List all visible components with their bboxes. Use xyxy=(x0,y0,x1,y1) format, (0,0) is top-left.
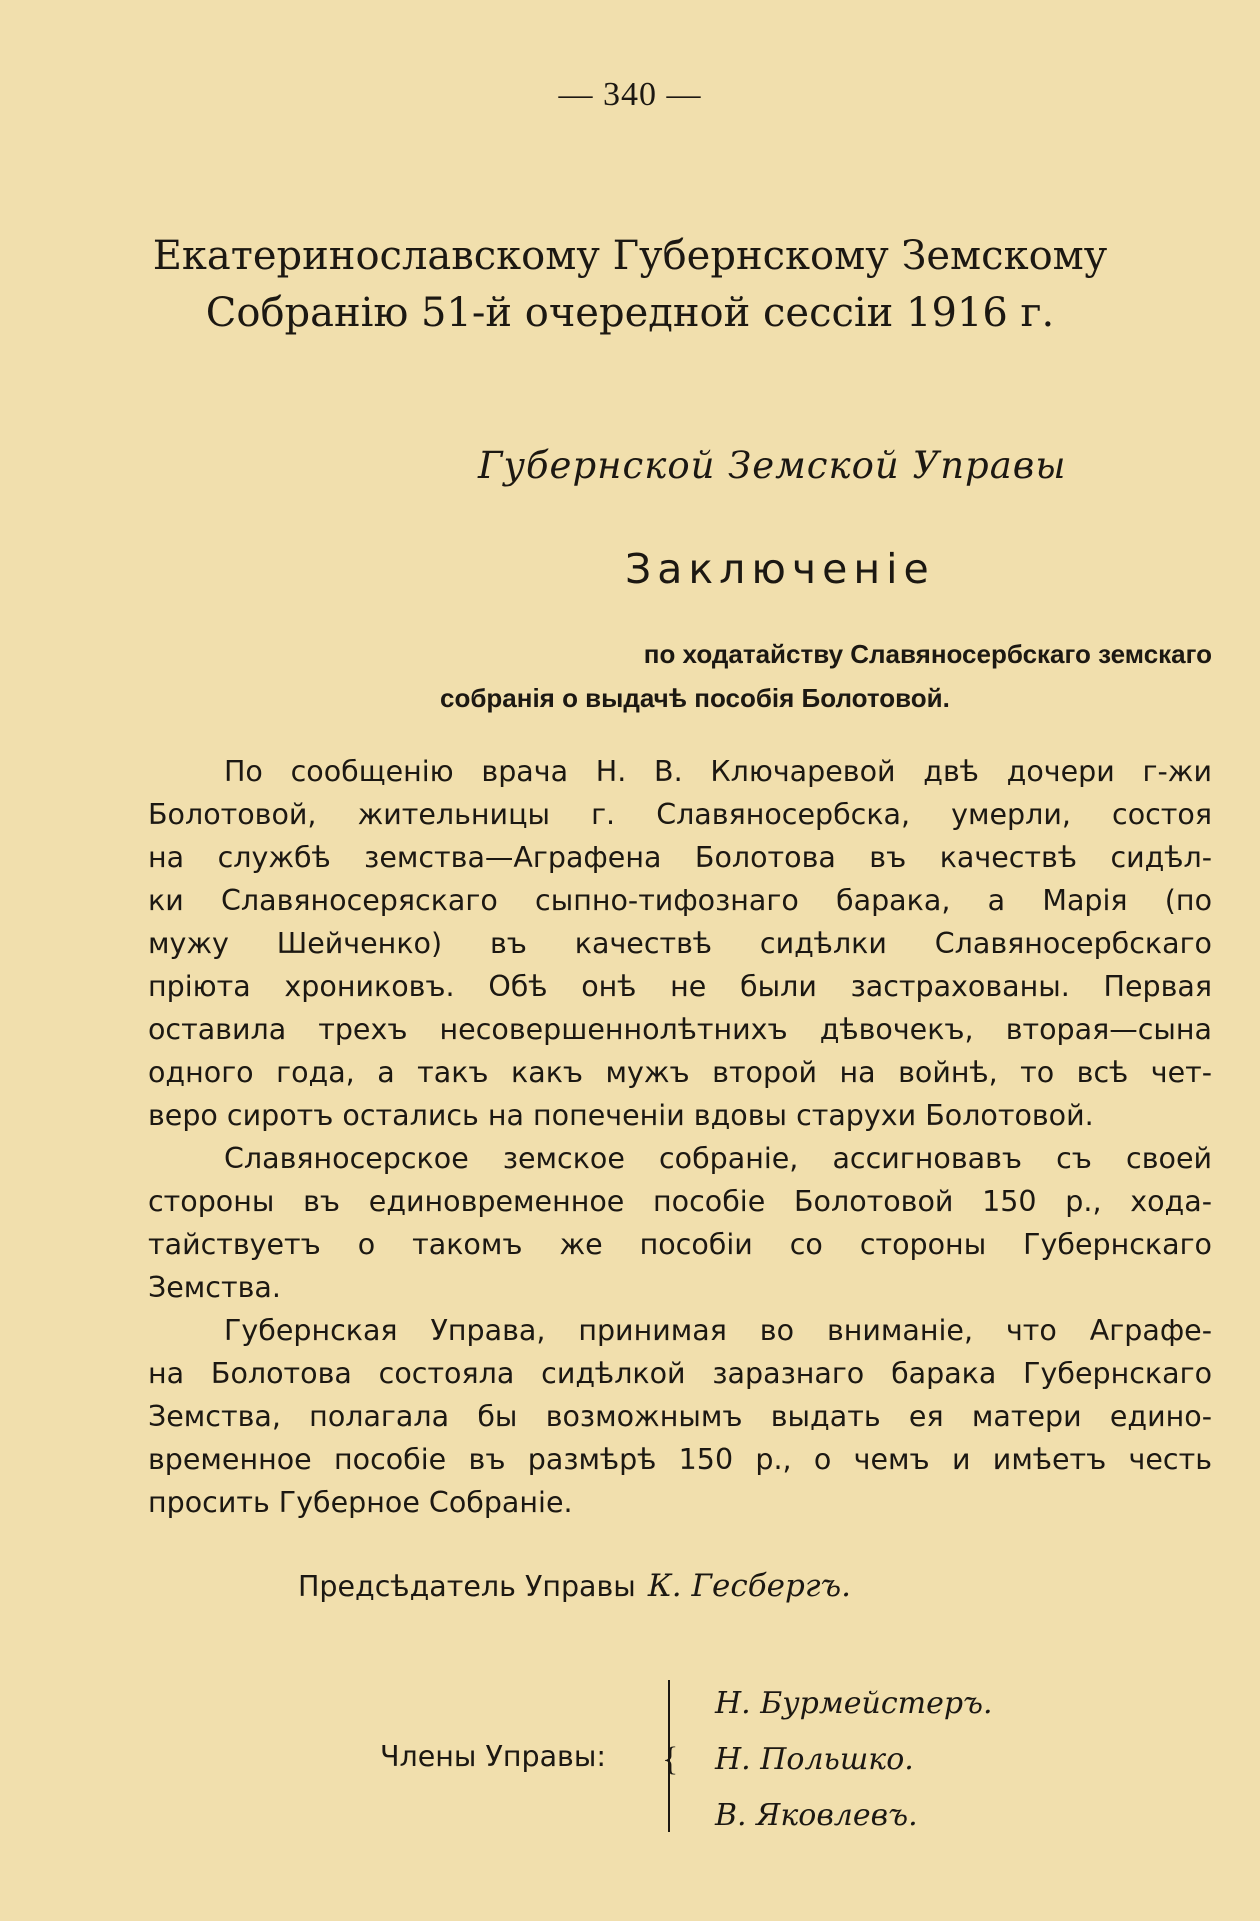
text-line: временное пособіе въ размѣрѣ 150 р., о чемъ и имѣетъ честь xyxy=(148,1443,1212,1476)
text-line: Славяносерское земское собраніе, ассигновавъ съ своей xyxy=(224,1142,1212,1175)
text-line: ки Славяносеряскаго сыпно-тифознаго барака, а Марія (по xyxy=(148,884,1212,917)
subject-line: по ходатайству Славяносербскаго земскаго xyxy=(643,639,1212,669)
member-name: Н. Польшко. xyxy=(715,1742,914,1777)
text-line: на Болотова состояла сидѣлкой заразнаго барака Губернскаго xyxy=(148,1357,1212,1390)
chairman-label: Предсѣдатель Управы xyxy=(298,1570,636,1603)
subject-line: собранія о выдачѣ пособія Болотовой. xyxy=(440,683,950,713)
heading-line: Екатеринославскому Губернскому Земскому xyxy=(152,233,1108,279)
paragraph xyxy=(148,1137,1212,1309)
text-line: просить Губерное Собраніе. xyxy=(148,1486,573,1519)
text-line: оставила трехъ несовершеннолѣтнихъ дѣвочекъ, вторая—сына xyxy=(148,1013,1212,1046)
text-line: мужу Шейченко) въ качествѣ сидѣлки Славяносербскаго xyxy=(148,927,1212,960)
member-name: В. Яковлевъ. xyxy=(715,1798,918,1833)
members-list xyxy=(715,1676,993,1844)
chairman-signature-line xyxy=(298,1568,851,1604)
text-line: на службѣ земства—Аграфена Болотова въ качествѣ сидѣл- xyxy=(148,841,1212,874)
paragraph xyxy=(148,1309,1212,1524)
member-name: Н. Бурмейстеръ. xyxy=(715,1686,993,1721)
subject-heading xyxy=(440,632,1212,720)
text-line: По сообщенію врача Н. В. Ключаревой двѣ дочери г-жи xyxy=(224,755,1212,788)
members-label: Члены Управы: xyxy=(380,1740,606,1773)
document-heading xyxy=(130,228,1130,342)
text-line: Болотовой, жительницы г. Славяносербска, умерли, состоя xyxy=(148,798,1212,831)
text-line: тайствуетъ о такомъ же пособіи со стороны Губернскаго xyxy=(148,1228,1212,1261)
text-line: Земства. xyxy=(148,1271,281,1304)
body-text xyxy=(148,750,1212,1524)
text-line: одного года, а такъ какъ мужъ второй на войнѣ, то всѣ чет- xyxy=(148,1056,1212,1089)
brace-tip: { xyxy=(662,1741,679,1778)
text-line: пріюта хрониковъ. Обѣ онѣ не были застрахованы. Первая xyxy=(148,970,1212,1003)
chairman-signature: К. Гесбергъ. xyxy=(647,1568,852,1604)
text-line: веро сиротъ остались на попеченіи вдовы старухи Болотовой. xyxy=(148,1099,1094,1132)
page-number: — 340 — xyxy=(558,76,702,113)
paragraph xyxy=(148,750,1212,1137)
text-line: стороны въ единовременное пособіе Болотовой 150 р., хода- xyxy=(148,1185,1212,1218)
text-line: Земства, полагала бы возможнымъ выдать ея матери едино- xyxy=(148,1400,1212,1433)
heading-line: Собранію 51-й очередной сессіи 1916 г. xyxy=(205,290,1055,336)
text-line: Губернская Управа, принимая во вниманіе, что Аграфе- xyxy=(224,1314,1212,1347)
document-type-title: Заключеніе xyxy=(625,545,935,593)
issuing-board: Губернской Земской Управы xyxy=(478,444,1067,487)
